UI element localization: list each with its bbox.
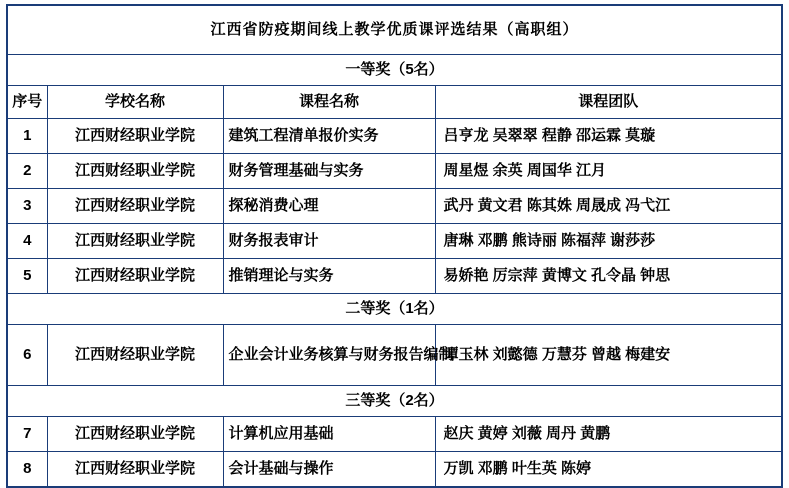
row-index: 8	[7, 452, 47, 488]
title-row	[7, 5, 782, 55]
row-school: 江西财经职业学院	[47, 417, 223, 452]
row-team: 易娇艳 厉宗萍 黄博文 孔令晶 钟思	[435, 259, 782, 294]
table-row	[7, 259, 782, 294]
row-team: 万凯 邓鹏 叶生英 陈婷	[435, 452, 782, 488]
row-course: 建筑工程清单报价实务	[223, 119, 435, 154]
row-school: 江西财经职业学院	[47, 325, 223, 386]
page-title: 江西省防疫期间线上教学优质课评选结果（高职组）	[7, 5, 782, 55]
row-course: 推销理论与实务	[223, 259, 435, 294]
row-team: 赵庆 黄婷 刘薇 周丹 黄鹏	[435, 417, 782, 452]
row-team: 唐琳 邓鹏 熊诗丽 陈福萍 谢莎莎	[435, 224, 782, 259]
column-header-course: 课程名称	[223, 86, 435, 119]
results-table	[6, 4, 783, 488]
row-course: 会计基础与操作	[223, 452, 435, 488]
row-index: 5	[7, 259, 47, 294]
row-index: 6	[7, 325, 47, 386]
row-team: 吕亨龙 吴翠翠 程静 邵运霖 莫璇	[435, 119, 782, 154]
table-row	[7, 417, 782, 452]
row-team: 谭玉林 刘懿德 万慧芬 曾越 梅建安	[435, 325, 782, 386]
table-row	[7, 452, 782, 488]
row-index: 2	[7, 154, 47, 189]
table-row	[7, 119, 782, 154]
section-heading-second-prize: 二等奖（1名）	[7, 294, 782, 325]
table-row	[7, 224, 782, 259]
section-heading-first-prize: 一等奖（5名）	[7, 55, 782, 86]
column-header-row	[7, 86, 782, 119]
section-heading-third-prize: 三等奖（2名）	[7, 386, 782, 417]
row-school: 江西财经职业学院	[47, 119, 223, 154]
row-index: 4	[7, 224, 47, 259]
row-school: 江西财经职业学院	[47, 189, 223, 224]
row-school: 江西财经职业学院	[47, 452, 223, 488]
row-school: 江西财经职业学院	[47, 224, 223, 259]
row-team: 周星煜 余英 周国华 江月	[435, 154, 782, 189]
row-team: 武丹 黄文君 陈其姝 周晟成 冯弋江	[435, 189, 782, 224]
column-header-school: 学校名称	[47, 86, 223, 119]
section-heading-row	[7, 294, 782, 325]
column-header-index: 序号	[7, 86, 47, 119]
row-school: 江西财经职业学院	[47, 259, 223, 294]
table-row	[7, 189, 782, 224]
row-course: 计算机应用基础	[223, 417, 435, 452]
section-heading-row	[7, 386, 782, 417]
row-index: 7	[7, 417, 47, 452]
row-index: 3	[7, 189, 47, 224]
row-course: 探秘消费心理	[223, 189, 435, 224]
table-row	[7, 154, 782, 189]
section-heading-row	[7, 55, 782, 86]
row-course: 财务管理基础与实务	[223, 154, 435, 189]
row-course: 企业会计业务核算与财务报告编制	[223, 325, 435, 386]
row-course: 财务报表审计	[223, 224, 435, 259]
column-header-team: 课程团队	[435, 86, 782, 119]
row-index: 1	[7, 119, 47, 154]
row-school: 江西财经职业学院	[47, 154, 223, 189]
table-row	[7, 325, 782, 386]
